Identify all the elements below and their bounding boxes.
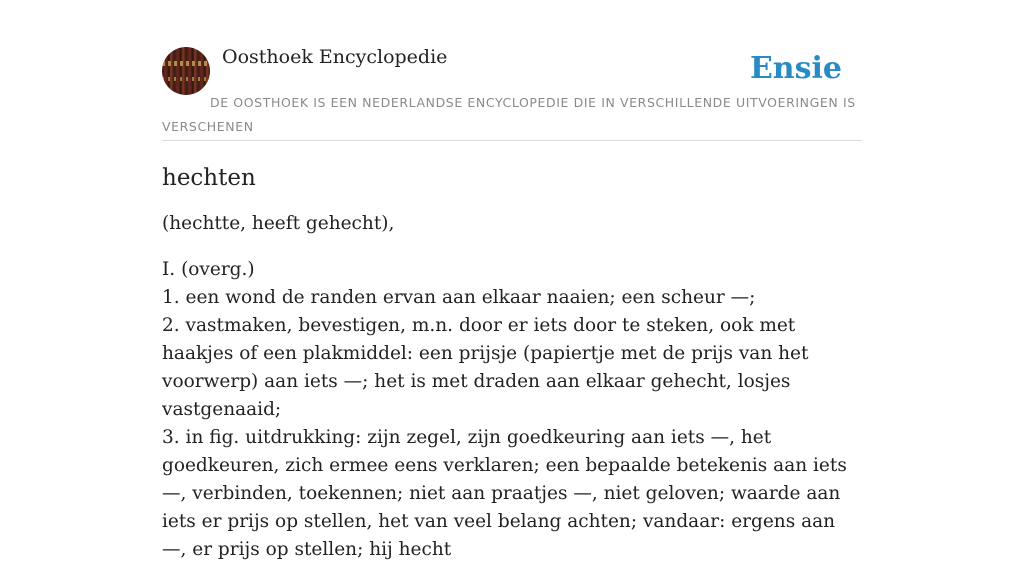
entry-title: hechten [162, 165, 256, 191]
entry-inflections: (hechtte, heeft gehecht), [162, 213, 395, 234]
definition-line: I. (overg.) [162, 259, 255, 280]
definition-line: 3. in fig. uitdrukking: zijn zegel, zijn goedkeuring aan iets —, het goedkeuren, zich ermee eens verklaren; een bepaalde betekenis aan iets —, verbinden, toekennen; niet aan praatjes —, niet geloven; waarde aan iets er prijs op stellen, het van veel belang achten; vandaar: ergens aan —, er prijs op stellen; hij hecht [162, 427, 847, 560]
definition-line: 2. vastmaken, bevestigen, m.n. door er iets door te steken, ook met haakjes of een plakmiddel: een prijsje (papiertje met de prijs van het voorwerp) aan iets —; het is met draden aan elkaar gehecht, losjes vastgenaaid; [162, 315, 809, 420]
site-title-link[interactable]: Oosthoek Encyclopedie [222, 46, 448, 68]
entry-content [162, 160, 864, 564]
ensie-logo-link[interactable]: Ensie [749, 51, 842, 86]
site-tagline: DE OOSTHOEK IS EEN NEDERLANDSE ENCYCLOPEDIE DIE IN VERSCHILLENDE UITVOERINGEN IS VERSCHENEN [162, 95, 856, 134]
encyclopedia-avatar[interactable] [162, 47, 210, 95]
entry-definition [162, 256, 864, 564]
definition-line: 1. een wond de randen ervan aan elkaar naaien; een scheur —; [162, 287, 756, 308]
site-header [162, 46, 862, 141]
